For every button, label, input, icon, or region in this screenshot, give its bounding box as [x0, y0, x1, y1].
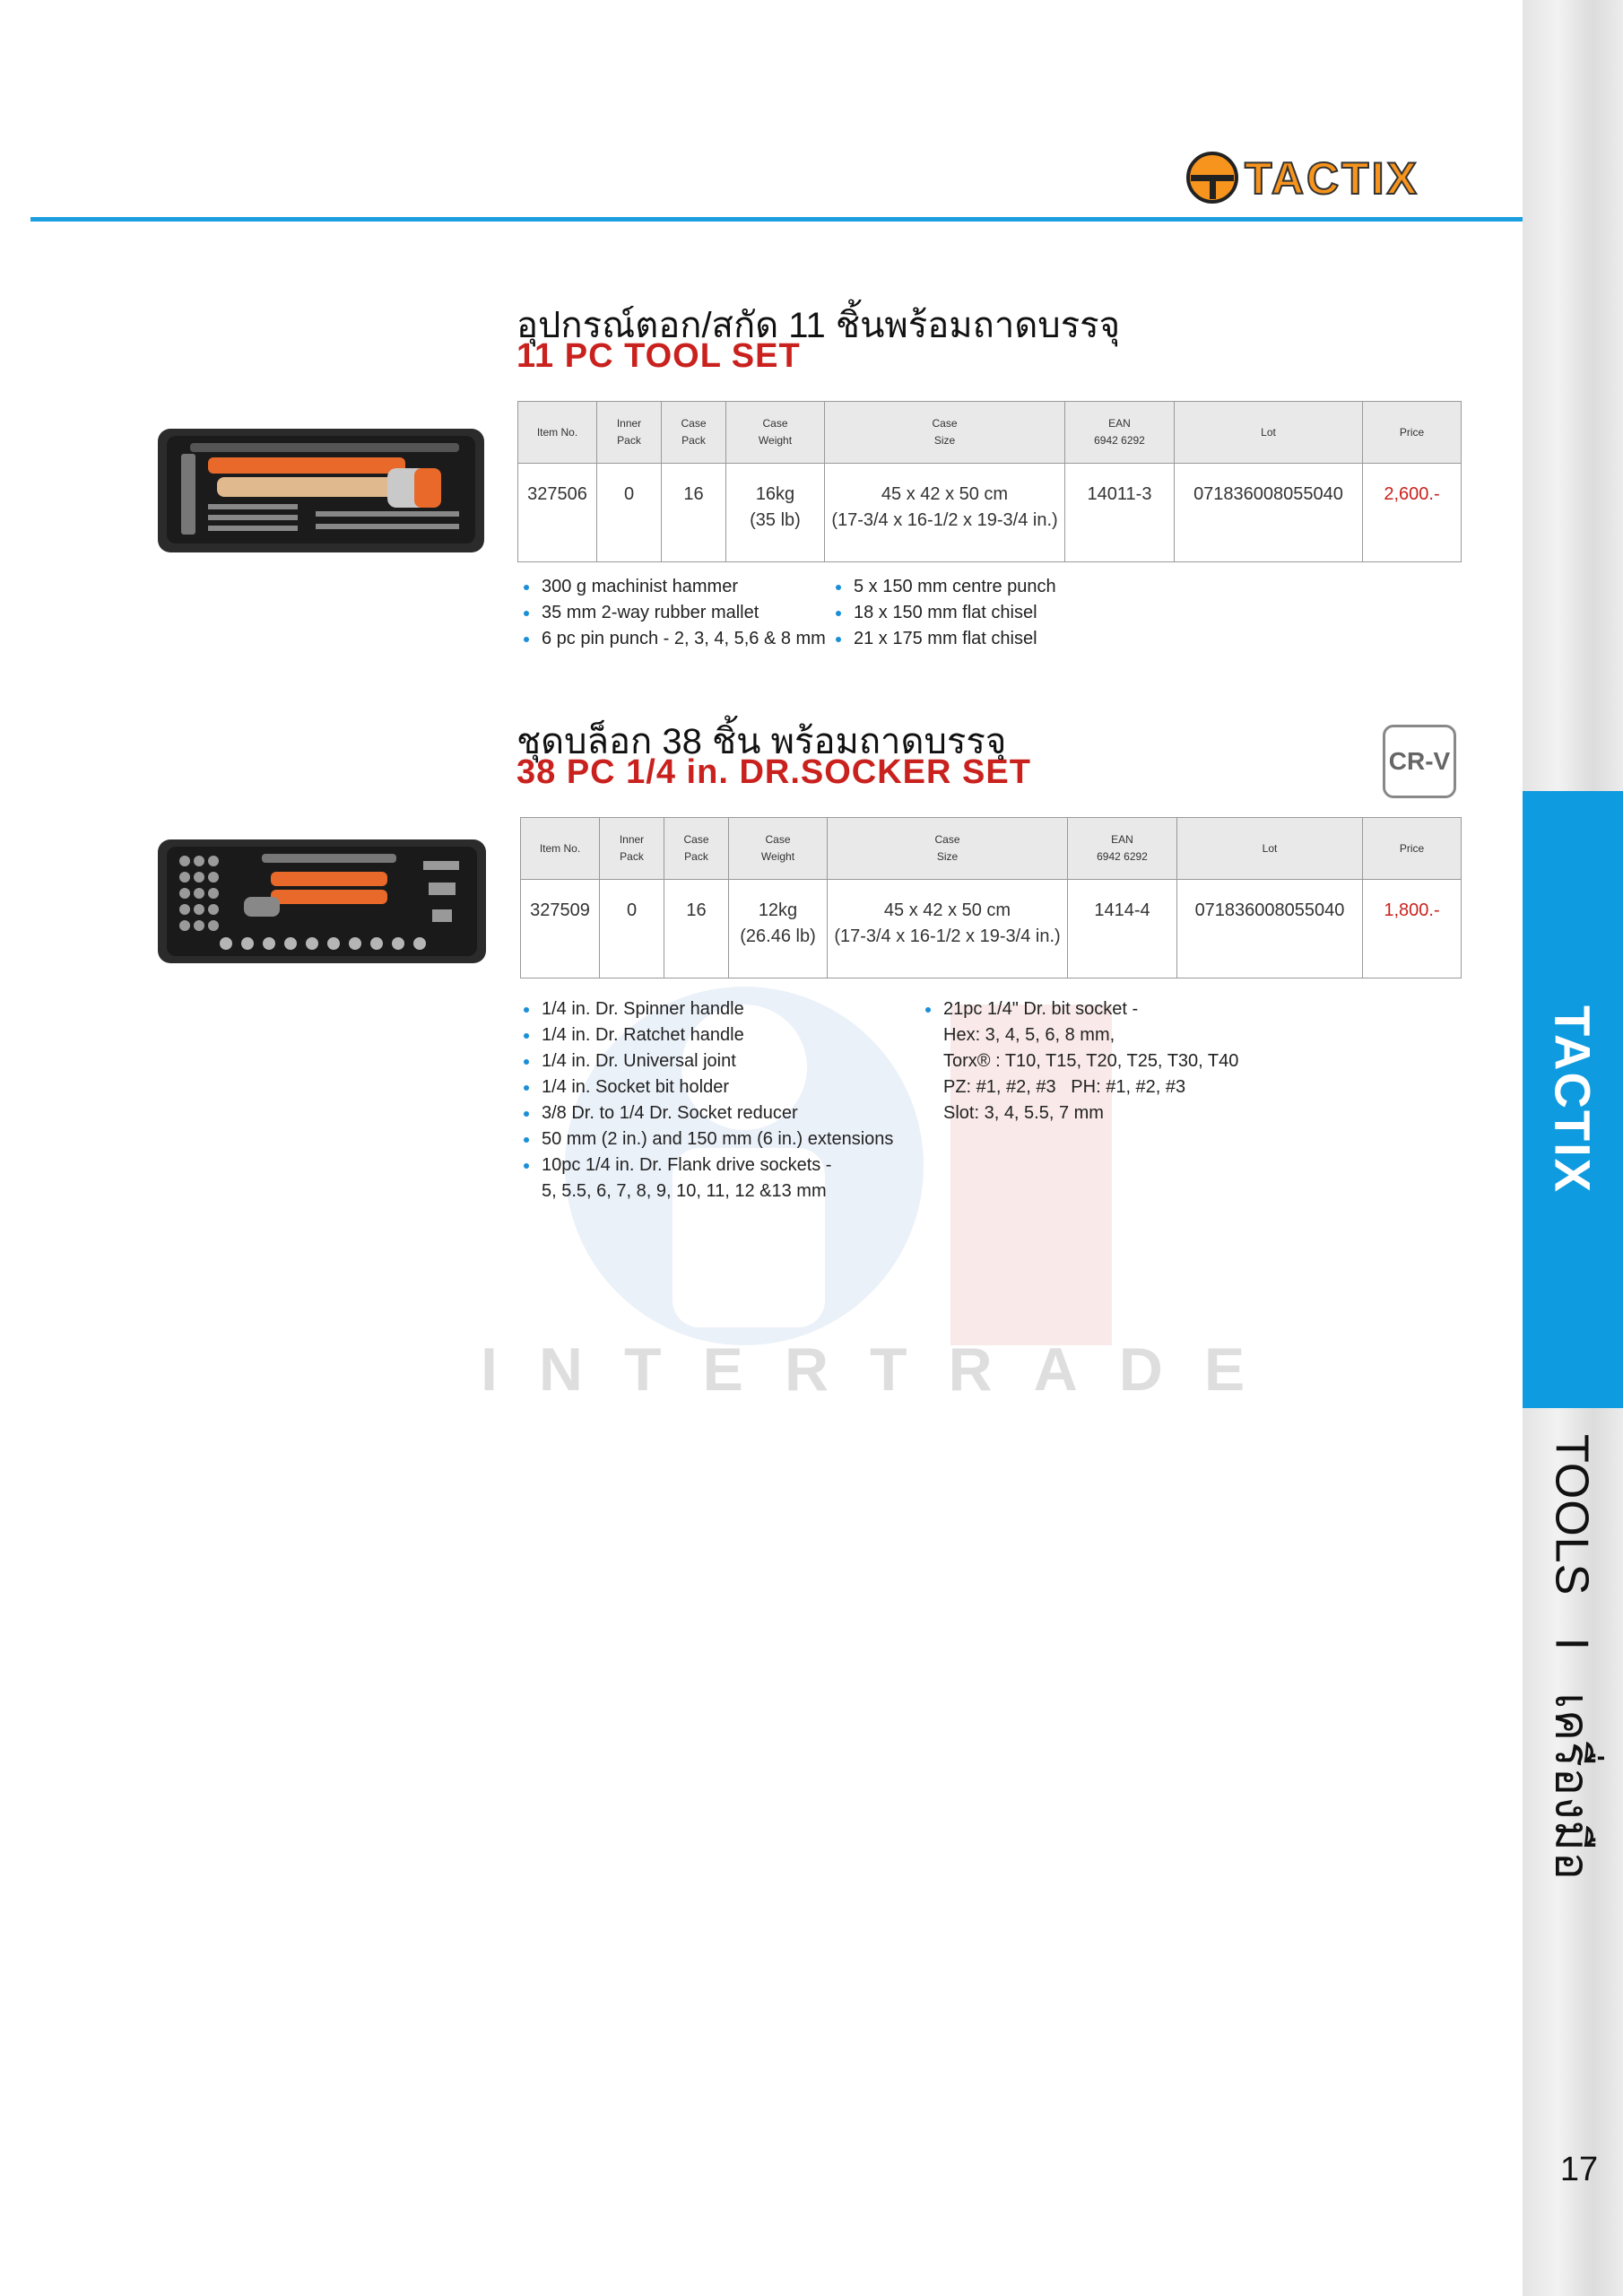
cell-case-size: 45 x 42 x 50 cm (17-3/4 x 16-1/2 x 19-3/4 in.) [828, 880, 1068, 978]
list-item: 1/4 in. Dr. Spinner handle [520, 996, 893, 1022]
header-lot: Lot [1177, 818, 1363, 880]
header-lot: Lot [1175, 402, 1363, 464]
cell-item-no: 327509 [521, 880, 600, 978]
watermark-text: INTERTRADE [481, 1335, 1287, 1404]
list-item: 21pc 1/4" Dr. bit socket - [922, 996, 1238, 1022]
side-brand-label: TACTIX [1544, 1004, 1601, 1195]
cell-case-pack: 16 [662, 464, 726, 562]
cell-ean: 14011-3 [1065, 464, 1175, 562]
list-item: Slot: 3, 4, 5.5, 7 mm [943, 1103, 1104, 1123]
product-2-title-th: ชุดบล็อก 38 ชิ้น พร้อมถาดบรรจุ [516, 722, 1007, 761]
list-item: 5, 5.5, 6, 7, 8, 9, 10, 11, 12 &13 mm [542, 1181, 827, 1201]
table-header-row [518, 402, 1462, 464]
header-rule [30, 217, 1523, 222]
cell-price: 2,600.- [1363, 464, 1462, 562]
header-case-pack: Case Pack [662, 402, 726, 464]
cell-lot: 071836008055040 [1177, 880, 1363, 978]
product-2-features-left [520, 996, 893, 1205]
list-item: Hex: 3, 4, 5, 6, 8 mm, [943, 1025, 1115, 1045]
header-item-no: Item No. [518, 402, 597, 464]
product-1-features-left [520, 574, 826, 652]
crv-badge: CR-V [1383, 725, 1456, 798]
cell-price: 1,800.- [1363, 880, 1462, 978]
side-category-label: TOOLS I เครื่องมือ [1545, 1433, 1598, 1882]
product-2-title-en: 38 PC 1/4 in. DR.SOCKER SET [516, 753, 1031, 791]
header-case-weight: Case Weight [726, 402, 825, 464]
header-price: Price [1363, 402, 1462, 464]
list-item: 35 mm 2-way rubber mallet [520, 600, 826, 626]
tactix-logo [1185, 149, 1472, 206]
list-item: 1/4 in. Dr. Universal joint [520, 1048, 893, 1074]
cell-item-no: 327506 [518, 464, 597, 562]
list-item: 3/8 Dr. to 1/4 Dr. Socket reducer [520, 1100, 893, 1126]
cell-case-pack: 16 [664, 880, 729, 978]
table-row [521, 880, 1462, 978]
header-item-no: Item No. [521, 818, 600, 880]
product-1-features-right [832, 574, 1056, 652]
list-item: 1/4 in. Socket bit holder [520, 1074, 893, 1100]
header-case-weight: Case Weight [729, 818, 828, 880]
list-item: PZ: #1, #2, #3 PH: #1, #2, #3 [943, 1077, 1186, 1097]
product-2-photo [154, 836, 490, 967]
header-price: Price [1363, 818, 1462, 880]
list-item: 300 g machinist hammer [520, 574, 826, 600]
list-item: Torx® : T10, T15, T20, T25, T30, T40 [943, 1051, 1239, 1071]
list-item: 1/4 in. Dr. Ratchet handle [520, 1022, 893, 1048]
cell-case-weight: 16kg (35 lb) [726, 464, 825, 562]
list-item: 10pc 1/4 in. Dr. Flank drive sockets - [520, 1152, 893, 1178]
header-inner-pack: Inner Pack [597, 402, 662, 464]
list-item: 18 x 150 mm flat chisel [832, 600, 1056, 626]
list-item: 50 mm (2 in.) and 150 mm (6 in.) extensions [520, 1126, 893, 1152]
product-1-spec-table [517, 401, 1462, 562]
cell-inner-pack: 0 [597, 464, 662, 562]
cell-ean: 1414-4 [1068, 880, 1177, 978]
cell-inner-pack: 0 [600, 880, 664, 978]
header-case-size: Case Size [825, 402, 1065, 464]
header-ean: EAN 6942 6292 [1068, 818, 1177, 880]
list-item: 5 x 150 mm centre punch [832, 574, 1056, 600]
header-inner-pack: Inner Pack [600, 818, 664, 880]
cell-case-weight: 12kg (26.46 lb) [729, 880, 828, 978]
table-header-row [521, 818, 1462, 880]
header-case-pack: Case Pack [664, 818, 729, 880]
header-case-size: Case Size [828, 818, 1068, 880]
table-row [518, 464, 1462, 562]
product-1-photo [154, 422, 488, 558]
page-number: 17 [1559, 2151, 1599, 2188]
list-item: 6 pc pin punch - 2, 3, 4, 5,6 & 8 mm [520, 626, 826, 652]
product-1-title-th: อุปกรณ์ตอก/สกัด 11 ชิ้นพร้อมถาดบรรจุ [516, 306, 1121, 345]
product-1-title-en: 11 PC TOOL SET [516, 337, 801, 375]
cell-lot: 071836008055040 [1175, 464, 1363, 562]
product-2-features-right [922, 996, 1238, 1126]
logo-text: TACTIX [1245, 153, 1419, 204]
product-2-spec-table [520, 817, 1462, 978]
cell-case-size: 45 x 42 x 50 cm (17-3/4 x 16-1/2 x 19-3/4 in.) [825, 464, 1065, 562]
header-ean: EAN 6942 6292 [1065, 402, 1175, 464]
list-item: 21 x 175 mm flat chisel [832, 626, 1056, 652]
